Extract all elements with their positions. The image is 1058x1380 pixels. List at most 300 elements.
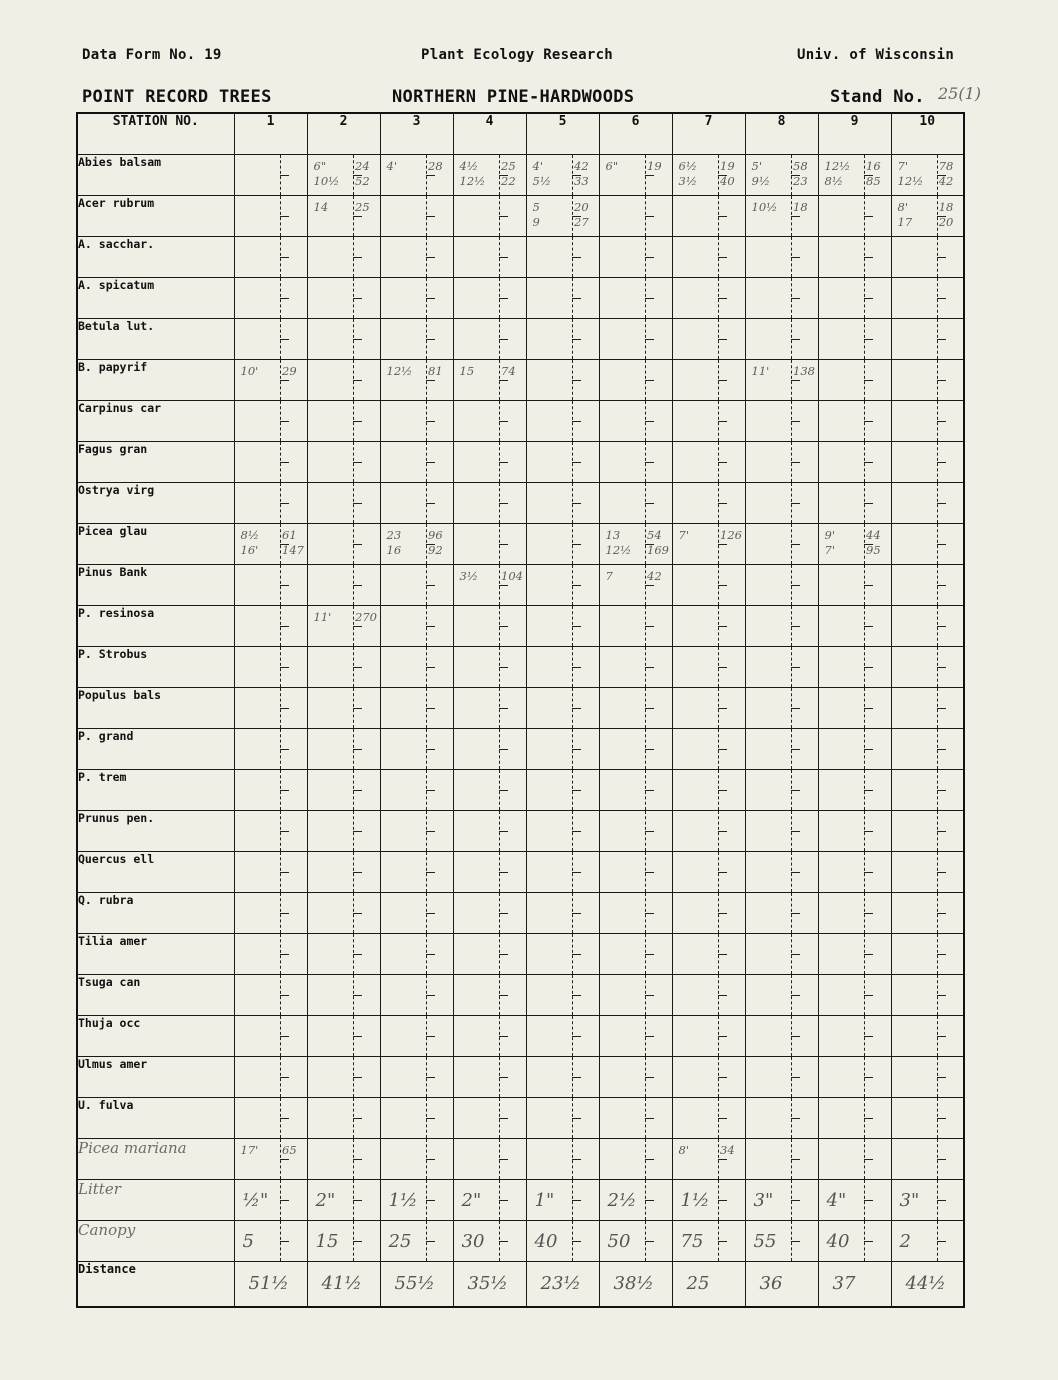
record-cell: [891, 893, 964, 934]
cell-tick: [426, 462, 435, 463]
species-label: Fagus gran: [77, 442, 234, 483]
record-cell: [307, 688, 380, 729]
cell-tick: [572, 790, 581, 791]
species-label: A. sacchar.: [77, 237, 234, 278]
cell-tick: [499, 626, 508, 627]
record-cell: [307, 319, 380, 360]
cell-tick: [426, 257, 435, 258]
cell-tick: [718, 1118, 727, 1119]
diameter-entry: 74: [501, 364, 516, 378]
distance-cell: [745, 1262, 818, 1308]
record-cell: [307, 811, 380, 852]
record-cell: [380, 975, 453, 1016]
record-cell: [234, 688, 307, 729]
distance-entry: 16': [240, 543, 259, 557]
species-row: [77, 893, 964, 934]
cell-tick: [353, 749, 362, 750]
record-cell: [745, 524, 818, 565]
record-cell: [745, 852, 818, 893]
diameter-entry: 96: [428, 528, 443, 542]
cell-tick: [572, 1200, 581, 1201]
cell-tick: [426, 380, 435, 381]
record-cell: [526, 1098, 599, 1139]
cell-tick: [937, 667, 946, 668]
distance-entry: 11': [751, 364, 770, 378]
record-cell: [891, 688, 964, 729]
record-cell: [526, 237, 599, 278]
cell-tick: [280, 257, 289, 258]
record-cell: [453, 1098, 526, 1139]
entry-value: 3": [899, 1190, 920, 1211]
station-header: 5: [526, 113, 599, 155]
cell-tick: [937, 995, 946, 996]
cell-tick: [280, 298, 289, 299]
species-label: B. papyrif: [77, 360, 234, 401]
entry-value: 2": [315, 1190, 336, 1211]
cell-tick: [937, 831, 946, 832]
record-cell: [818, 893, 891, 934]
cell-tick: [426, 585, 435, 586]
cell-tick: [645, 1118, 654, 1119]
cell-tick: [937, 1036, 946, 1037]
record-cell: [307, 278, 380, 319]
record-cell: [745, 1221, 818, 1262]
record-cell: [818, 565, 891, 606]
record-cell: [380, 524, 453, 565]
cell-tick: [572, 1036, 581, 1037]
species-label: Thuja occ: [77, 1016, 234, 1057]
cell-tick: [426, 1077, 435, 1078]
species-row: [77, 524, 964, 565]
record-cell: [891, 729, 964, 770]
university-name: Univ. of Wisconsin: [797, 47, 955, 63]
species-label: Populus bals: [77, 688, 234, 729]
cell-tick: [718, 1200, 727, 1201]
cell-tick: [426, 913, 435, 914]
cell-tick: [791, 1077, 800, 1078]
species-label: P. resinosa: [77, 606, 234, 647]
cell-tick: [718, 626, 727, 627]
cell-tick: [864, 954, 873, 955]
record-cell: [380, 483, 453, 524]
cell-tick: [572, 462, 581, 463]
cell-tick: [718, 503, 727, 504]
record-cell: [672, 1057, 745, 1098]
entry-value: 1½: [388, 1190, 418, 1211]
cell-tick: [499, 339, 508, 340]
cell-tick: [864, 421, 873, 422]
record-cell: [599, 688, 672, 729]
record-cell: [453, 483, 526, 524]
record-cell: [818, 442, 891, 483]
species-label: Pinus Bank: [77, 565, 234, 606]
record-cell: [453, 975, 526, 1016]
cell-tick: [718, 544, 727, 545]
record-cell: [891, 360, 964, 401]
distance-cell: [307, 1262, 380, 1308]
record-cell: [891, 483, 964, 524]
species-row: [77, 278, 964, 319]
record-cell: [380, 1098, 453, 1139]
cell-tick: [645, 216, 654, 217]
diameter-entry: 44: [866, 528, 881, 542]
cell-tick: [499, 831, 508, 832]
cell-tick: [499, 1159, 508, 1160]
record-cell: [526, 729, 599, 770]
entry-value: 15: [315, 1231, 339, 1252]
cell-tick: [718, 1077, 727, 1078]
cell-tick: [645, 626, 654, 627]
cell-tick: [791, 544, 800, 545]
cell-tick: [572, 954, 581, 955]
record-cell: [380, 688, 453, 729]
record-cell: [818, 237, 891, 278]
cell-tick: [791, 421, 800, 422]
station-header: 6: [599, 113, 672, 155]
record-cell: [453, 606, 526, 647]
record-cell: [745, 647, 818, 688]
cell-tick: [353, 544, 362, 545]
distance-entry: 6½: [678, 159, 697, 173]
record-cell: [745, 729, 818, 770]
species-row: [77, 811, 964, 852]
diameter-entry: 58: [793, 159, 808, 173]
distance-entry: 9': [824, 528, 835, 542]
distance-entry: 3½: [678, 174, 697, 188]
distance-entry: 12½: [605, 543, 632, 557]
entry-value: 40: [826, 1231, 850, 1252]
cell-tick: [718, 339, 727, 340]
cell-tick: [791, 872, 800, 873]
distance-entry: 8': [897, 200, 908, 214]
record-cell: [745, 442, 818, 483]
diameter-entry: 92: [428, 543, 443, 557]
distance-entry: 17: [897, 215, 913, 229]
record-cell: [380, 1221, 453, 1262]
species-label: Q. rubra: [77, 893, 234, 934]
cell-tick: [353, 1241, 362, 1242]
species-row: [77, 606, 964, 647]
species-row: [77, 360, 964, 401]
forest-type-title: NORTHERN PINE-HARDWOODS: [392, 87, 635, 107]
cell-tick: [645, 380, 654, 381]
entry-value: 75: [680, 1231, 704, 1252]
record-cell: [745, 319, 818, 360]
entry-value: 40: [534, 1231, 558, 1252]
cell-tick: [864, 1036, 873, 1037]
species-label: Tilia amer: [77, 934, 234, 975]
cell-tick: [937, 1200, 946, 1201]
species-row: [77, 975, 964, 1016]
record-cell: [891, 319, 964, 360]
cell-tick: [499, 872, 508, 873]
cell-tick: [937, 872, 946, 873]
record-cell: [599, 1139, 672, 1180]
station-header: 4: [453, 113, 526, 155]
species-label: P. grand: [77, 729, 234, 770]
entry-value: 2: [899, 1231, 911, 1252]
cell-tick: [499, 1241, 508, 1242]
cell-tick: [572, 913, 581, 914]
record-cell: [380, 647, 453, 688]
record-cell: [599, 196, 672, 237]
cell-tick: [280, 913, 289, 914]
cell-tick: [280, 954, 289, 955]
record-cell: [891, 278, 964, 319]
record-cell: [234, 278, 307, 319]
record-cell: [891, 1180, 964, 1221]
handwritten-label: Litter: [77, 1180, 234, 1221]
record-cell: [599, 1016, 672, 1057]
cell-tick: [718, 380, 727, 381]
cell-tick: [791, 831, 800, 832]
record-cell: [891, 155, 964, 196]
record-cell: [234, 811, 307, 852]
cell-tick: [864, 1200, 873, 1201]
species-label: A. spicatum: [77, 278, 234, 319]
record-cell: [380, 893, 453, 934]
distance-value: 51½: [248, 1273, 289, 1294]
record-cell: [453, 729, 526, 770]
record-cell: [745, 360, 818, 401]
record-cell: [307, 524, 380, 565]
handwritten-row: [77, 1180, 964, 1221]
record-cell: [599, 770, 672, 811]
station-header: 8: [745, 113, 818, 155]
distance-entry: 10½: [751, 200, 778, 214]
record-cell: [453, 401, 526, 442]
cell-tick: [718, 749, 727, 750]
cell-tick: [499, 380, 508, 381]
record-cell: [891, 196, 964, 237]
cell-tick: [353, 339, 362, 340]
distance-cell: [672, 1262, 745, 1308]
record-cell: [745, 975, 818, 1016]
distance-cell: [526, 1262, 599, 1308]
record-cell: [891, 442, 964, 483]
cell-tick: [645, 462, 654, 463]
record-cell: [745, 688, 818, 729]
record-cell: [234, 442, 307, 483]
record-cell: [453, 237, 526, 278]
station-header: 3: [380, 113, 453, 155]
cell-tick: [280, 380, 289, 381]
diameter-entry: 29: [282, 364, 297, 378]
distance-entry: 14: [313, 200, 329, 214]
cell-tick: [353, 1200, 362, 1201]
cell-tick: [426, 503, 435, 504]
diameter-entry: 18: [938, 200, 954, 214]
cell-tick: [937, 1159, 946, 1160]
species-row: [77, 401, 964, 442]
record-cell: [526, 565, 599, 606]
distance-cell: [380, 1262, 453, 1308]
record-cell: [672, 155, 745, 196]
record-cell: [234, 1139, 307, 1180]
record-cell: [234, 401, 307, 442]
entry-value: 55: [753, 1231, 777, 1252]
cell-tick: [499, 1118, 508, 1119]
distance-entry: 12½: [897, 174, 924, 188]
record-cell: [818, 770, 891, 811]
cell-tick: [937, 380, 946, 381]
record-cell: [818, 852, 891, 893]
record-cell: [526, 278, 599, 319]
record-cell: [307, 1139, 380, 1180]
distance-entry: 4½: [459, 159, 478, 173]
cell-tick: [645, 175, 654, 176]
cell-tick: [353, 1036, 362, 1037]
record-cell: [234, 852, 307, 893]
cell-tick: [645, 298, 654, 299]
record-cell: [234, 237, 307, 278]
record-cell: [380, 852, 453, 893]
record-cell: [672, 565, 745, 606]
record-cell: [526, 360, 599, 401]
cell-tick: [718, 1159, 727, 1160]
cell-tick: [937, 626, 946, 627]
entry-value: 50: [607, 1231, 631, 1252]
record-cell: [526, 770, 599, 811]
record-cell: [672, 811, 745, 852]
record-cell: [672, 893, 745, 934]
cell-tick: [718, 421, 727, 422]
cell-tick: [937, 585, 946, 586]
cell-tick: [718, 913, 727, 914]
record-cell: [672, 729, 745, 770]
cell-tick: [937, 954, 946, 955]
research-title: Plant Ecology Research: [421, 47, 614, 63]
record-cell: [745, 811, 818, 852]
record-cell: [526, 934, 599, 975]
station-header-row: [77, 113, 964, 155]
diameter-entry: 42: [574, 159, 589, 173]
distance-entry: 7: [605, 569, 613, 583]
cell-tick: [353, 503, 362, 504]
record-cell: [599, 1098, 672, 1139]
record-cell: [453, 770, 526, 811]
cell-tick: [572, 1077, 581, 1078]
record-cell: [599, 811, 672, 852]
record-cell: [307, 852, 380, 893]
cell-tick: [791, 1118, 800, 1119]
cell-tick: [426, 175, 435, 176]
cell-tick: [937, 298, 946, 299]
distance-entry: 9½: [751, 174, 770, 188]
diameter-entry: 65: [282, 1143, 297, 1157]
record-cell: [307, 770, 380, 811]
cell-tick: [791, 585, 800, 586]
record-cell: [234, 319, 307, 360]
stand-number: 25(1): [938, 84, 982, 103]
distance-cell: [453, 1262, 526, 1308]
cell-tick: [718, 462, 727, 463]
cell-tick: [864, 1118, 873, 1119]
cell-tick: [645, 872, 654, 873]
cell-tick: [426, 831, 435, 832]
distance-cell: [234, 1262, 307, 1308]
cell-tick: [353, 298, 362, 299]
cell-tick: [645, 1077, 654, 1078]
cell-tick: [353, 708, 362, 709]
cell-tick: [718, 1036, 727, 1037]
record-cell: [818, 1221, 891, 1262]
record-cell: [599, 729, 672, 770]
cell-tick: [572, 626, 581, 627]
station-header: 10: [891, 113, 964, 155]
cell-tick: [937, 913, 946, 914]
record-cell: [526, 893, 599, 934]
cell-tick: [645, 790, 654, 791]
cell-tick: [280, 626, 289, 627]
record-cell: [380, 196, 453, 237]
diameter-entry: 104: [501, 569, 523, 583]
record-cell: [745, 1139, 818, 1180]
record-cell: [891, 934, 964, 975]
cell-tick: [572, 339, 581, 340]
record-cell: [234, 1016, 307, 1057]
cell-tick: [499, 667, 508, 668]
cell-tick: [499, 790, 508, 791]
record-cell: [818, 729, 891, 770]
diameter-entry: 169: [647, 543, 669, 557]
record-cell: [307, 1098, 380, 1139]
record-cell: [234, 565, 307, 606]
cell-tick: [280, 1077, 289, 1078]
record-cell: [672, 278, 745, 319]
cell-tick: [718, 995, 727, 996]
cell-tick: [353, 995, 362, 996]
cell-tick: [864, 1077, 873, 1078]
cell-tick: [791, 298, 800, 299]
cell-tick: [280, 995, 289, 996]
record-cell: [453, 524, 526, 565]
record-cell: [234, 155, 307, 196]
record-cell: [672, 483, 745, 524]
record-cell: [307, 606, 380, 647]
record-cell: [818, 155, 891, 196]
cell-tick: [426, 298, 435, 299]
cell-tick: [353, 585, 362, 586]
record-cell: [380, 934, 453, 975]
entry-value: 30: [461, 1231, 485, 1252]
cell-tick: [572, 749, 581, 750]
distance-entry: 8½: [240, 528, 259, 542]
cell-tick: [937, 1077, 946, 1078]
cell-tick: [937, 790, 946, 791]
cell-tick: [864, 380, 873, 381]
cell-tick: [353, 667, 362, 668]
distance-entry: 9: [532, 215, 540, 229]
cell-tick: [572, 380, 581, 381]
record-cell: [672, 524, 745, 565]
record-cell: [891, 606, 964, 647]
entry-value: 25: [388, 1231, 412, 1252]
record-cell: [891, 565, 964, 606]
cell-tick: [645, 913, 654, 914]
record-cell: [818, 360, 891, 401]
cell-tick: [280, 831, 289, 832]
record-cell: [234, 606, 307, 647]
cell-tick: [718, 216, 727, 217]
record-cell: [307, 1057, 380, 1098]
cell-tick: [280, 1036, 289, 1037]
entry-value: 1½: [680, 1190, 710, 1211]
record-cell: [526, 319, 599, 360]
cell-tick: [572, 708, 581, 709]
cell-tick: [791, 1241, 800, 1242]
distance-cell: [818, 1262, 891, 1308]
